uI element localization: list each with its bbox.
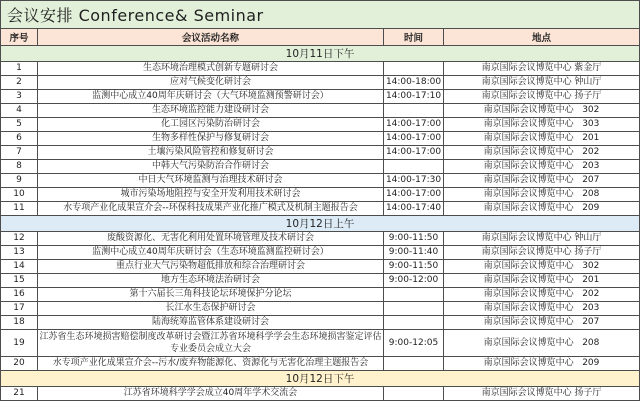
cell-name: 监测中心成立40周年庆研讨会（生态环境监测监控研讨会） xyxy=(38,246,384,260)
cell-no: 19 xyxy=(1,330,38,357)
cell-time xyxy=(384,104,444,118)
cell-name: 土壤污染风险管控和修复研讨会 xyxy=(38,146,384,160)
cell-no: 15 xyxy=(1,274,38,288)
cell-no: 12 xyxy=(1,232,38,246)
table-row xyxy=(1,188,640,202)
cell-time xyxy=(384,302,444,316)
table-row xyxy=(1,302,640,316)
table-row xyxy=(1,387,640,401)
cell-location: 南京国际会议博览中心 203 xyxy=(444,160,640,174)
cell-name: 化工园区污染防治研讨会 xyxy=(38,118,384,132)
cell-location: 南京国际会议博览中心 扬子厅 xyxy=(444,246,640,260)
table-row xyxy=(1,132,640,146)
cell-name: 生物多样性保护与修复研讨会 xyxy=(38,132,384,146)
cell-no: 5 xyxy=(1,118,38,132)
cell-time: 14:00-18:00 xyxy=(384,76,444,90)
cell-name: 应对气候变化研讨会 xyxy=(38,76,384,90)
cell-no: 9 xyxy=(1,174,38,188)
cell-time: 14:00-17:00 xyxy=(384,146,444,160)
cell-location: 南京国际会议博览中心 302 xyxy=(444,260,640,274)
cell-name: 水专项产业化成果宣介会--环保科技成果产业化推广模式及机制主题报告会 xyxy=(38,202,384,216)
cell-location: 南京国际会议博览中心 扬子厅 xyxy=(444,90,640,104)
cell-location: 南京国际会议博览中心 钟山厅 xyxy=(444,76,640,90)
table-row xyxy=(1,274,640,288)
table-row xyxy=(1,246,640,260)
section-row xyxy=(1,46,640,62)
cell-time xyxy=(384,62,444,76)
table-row xyxy=(1,62,640,76)
column-header-time: 时间 xyxy=(384,29,444,46)
cell-name: 长江水生态保护研讨会 xyxy=(38,302,384,316)
cell-time: 14:00-17:00 xyxy=(384,132,444,146)
cell-name: 生态环境治理模式创新专题研讨会 xyxy=(38,62,384,76)
cell-time xyxy=(384,288,444,302)
cell-no: 1 xyxy=(1,62,38,76)
table-row xyxy=(1,288,640,302)
cell-time: 9:00-12:00 xyxy=(384,274,444,288)
cell-name: 地方生态环境法治研讨会 xyxy=(38,274,384,288)
cell-no: 16 xyxy=(1,288,38,302)
cell-no: 10 xyxy=(1,188,38,202)
cell-location: 南京国际会议博览中心 扬子厅 xyxy=(444,387,640,401)
cell-no: 20 xyxy=(1,357,38,371)
cell-time: 14:00-17:00 xyxy=(384,118,444,132)
cell-name: 生态环境监控能力建设研讨会 xyxy=(38,104,384,118)
cell-time xyxy=(384,357,444,371)
section-label: 10月11日下午 xyxy=(1,46,640,62)
table-row xyxy=(1,202,640,216)
table-row xyxy=(1,357,640,371)
table-row xyxy=(1,76,640,90)
table-row xyxy=(1,316,640,330)
cell-no: 3 xyxy=(1,90,38,104)
table-row xyxy=(1,330,640,357)
cell-time: 9:00-11:50 xyxy=(384,260,444,274)
cell-time: 14:00-17:10 xyxy=(384,90,444,104)
section-label: 10月12日上午 xyxy=(1,216,640,232)
cell-time xyxy=(384,387,444,401)
cell-name: 中日大气环境监测与治理技术研讨会 xyxy=(38,174,384,188)
cell-name: 江苏省生态环境损害赔偿制度改革研讨会暨江苏省环境科学学会生态环境损害鉴定评估专业委员会成立大会 xyxy=(38,330,384,357)
header-row xyxy=(1,29,640,46)
table-row xyxy=(1,174,640,188)
cell-location: 南京国际会议博览中心 紫金厅 xyxy=(444,62,640,76)
cell-no: 14 xyxy=(1,260,38,274)
cell-no: 11 xyxy=(1,202,38,216)
cell-time xyxy=(384,160,444,174)
cell-name: 重点行业大气污染物超低排放和综合治理研讨会 xyxy=(38,260,384,274)
cell-time: 9:00-11:40 xyxy=(384,246,444,260)
cell-no: 2 xyxy=(1,76,38,90)
cell-location: 南京国际会议博览中心 钟山厅 xyxy=(444,232,640,246)
table-row xyxy=(1,118,640,132)
cell-no: 18 xyxy=(1,316,38,330)
cell-name: 城市污染场地阻控与安全开发利用技术研讨会 xyxy=(38,188,384,202)
column-header-name: 会议活动名称 xyxy=(38,29,384,46)
cell-no: 13 xyxy=(1,246,38,260)
table-row xyxy=(1,146,640,160)
cell-location: 南京国际会议博览中心 207 xyxy=(444,174,640,188)
table-row xyxy=(1,232,640,246)
section-row xyxy=(1,216,640,232)
cell-location: 南京国际会议博览中心 303 xyxy=(444,118,640,132)
table-row xyxy=(1,104,640,118)
cell-location: 南京国际会议博览中心 208 xyxy=(444,188,640,202)
table-body xyxy=(1,1,640,401)
cell-no: 7 xyxy=(1,146,38,160)
cell-time xyxy=(384,316,444,330)
cell-location: 南京国际会议博览中心 208 xyxy=(444,330,640,357)
cell-location: 南京国际会议博览中心 203 xyxy=(444,302,640,316)
cell-location: 南京国际会议博览中心 201 xyxy=(444,274,640,288)
cell-time: 9:00-12:05 xyxy=(384,330,444,357)
page-title: 会议安排 Conference& Seminar xyxy=(1,1,640,29)
cell-name: 江苏省环境科学学会成立40周年学术交流会 xyxy=(38,387,384,401)
cell-no: 4 xyxy=(1,104,38,118)
cell-no: 8 xyxy=(1,160,38,174)
column-header-location: 地点 xyxy=(444,29,640,46)
cell-time: 9:00-11:50 xyxy=(384,232,444,246)
cell-name: 水专项产业化成果宣介会--污水/废弃物能源化、资源化与无害化治理主题报告会 xyxy=(38,357,384,371)
table-row xyxy=(1,260,640,274)
section-label: 10月12日下午 xyxy=(1,371,640,387)
cell-name: 陆海统筹监管体系建设研讨会 xyxy=(38,316,384,330)
cell-time: 14:00-17:40 xyxy=(384,202,444,216)
cell-location: 南京国际会议博览中心 302 xyxy=(444,104,640,118)
cell-time: 14:00-17:30 xyxy=(384,174,444,188)
cell-location: 南京国际会议博览中心 209 xyxy=(444,357,640,371)
table-row xyxy=(1,90,640,104)
cell-no: 21 xyxy=(1,387,38,401)
cell-location: 南京国际会议博览中心 202 xyxy=(444,146,640,160)
cell-location: 南京国际会议博览中心 207 xyxy=(444,316,640,330)
cell-location: 南京国际会议博览中心 201 xyxy=(444,132,640,146)
section-row xyxy=(1,371,640,387)
cell-no: 6 xyxy=(1,132,38,146)
cell-location: 南京国际会议博览中心 209 xyxy=(444,202,640,216)
cell-name: 监测中心成立40周年庆研讨会（大气环境监测预警研讨会） xyxy=(38,90,384,104)
cell-no: 17 xyxy=(1,302,38,316)
column-header-no: 序号 xyxy=(1,29,38,46)
table-row xyxy=(1,160,640,174)
cell-name: 第十六届长三角科技论坛环境保护分论坛 xyxy=(38,288,384,302)
cell-name: 中韩大气污染防治合作研讨会 xyxy=(38,160,384,174)
cell-name: 废酸资源化、无害化利用处置环境管理及技术研讨会 xyxy=(38,232,384,246)
title-row xyxy=(1,1,640,29)
cell-time: 14:00-17:00 xyxy=(384,188,444,202)
cell-location: 南京国际会议博览中心 202 xyxy=(444,288,640,302)
